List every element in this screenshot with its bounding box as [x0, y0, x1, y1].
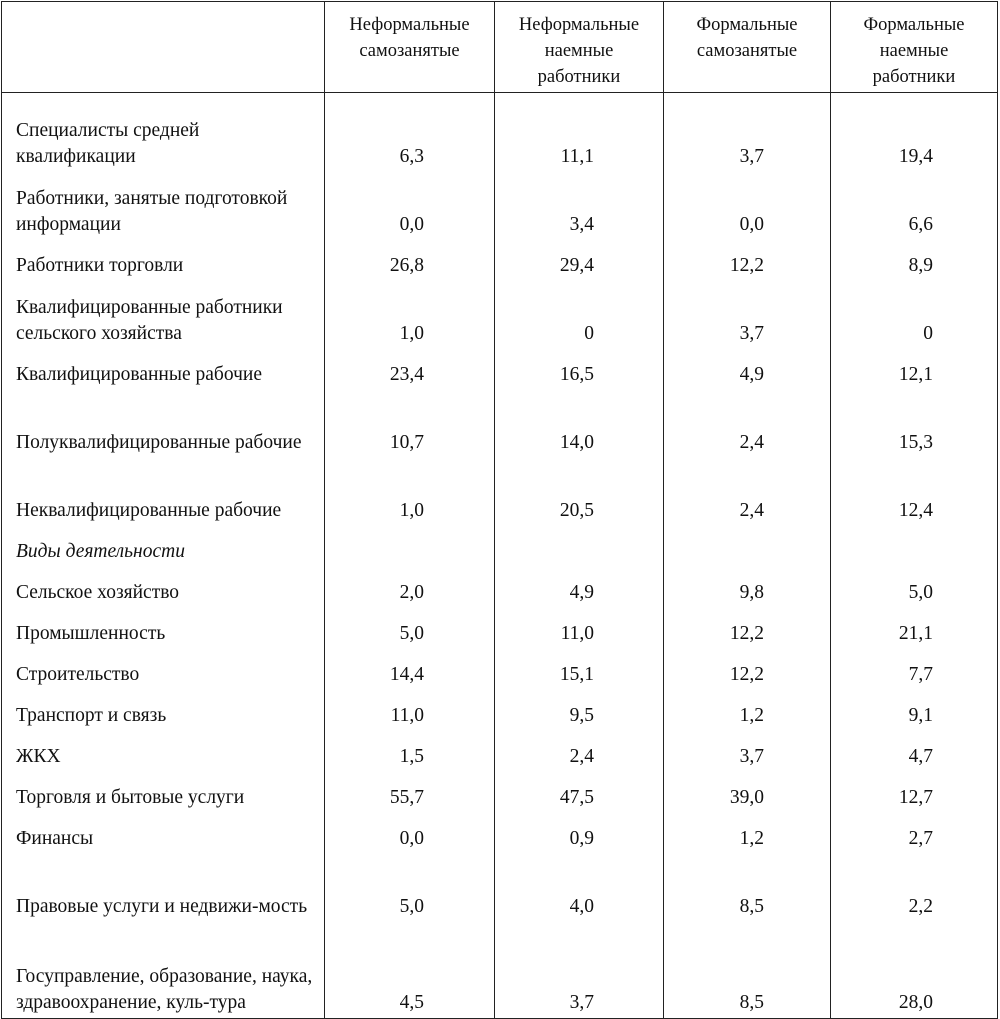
row-label: Правовые услуги и недвижи-мость	[2, 854, 325, 922]
cell-value: 14,4	[325, 649, 495, 690]
cell-value: 3,7	[664, 281, 831, 349]
cell-value: 4,0	[495, 854, 664, 922]
table-row	[2, 772, 998, 813]
cell-value: 2,4	[664, 458, 831, 526]
cell-value: 2,0	[325, 567, 495, 608]
cell-value: 2,4	[495, 731, 664, 772]
cell-value: 39,0	[664, 772, 831, 813]
cell-value: 26,8	[325, 240, 495, 281]
cell-value: 0,0	[664, 172, 831, 240]
table-row	[2, 608, 998, 649]
cell-value: 7,7	[831, 649, 998, 690]
cell-value: 2,7	[831, 813, 998, 854]
cell-empty	[831, 526, 998, 567]
cell-value: 1,0	[325, 458, 495, 526]
cell-value: 12,7	[831, 772, 998, 813]
header-formal-employees: Формальные наемные работники	[831, 2, 998, 93]
header-informal-employees: Неформальные наемные работники	[495, 2, 664, 93]
cell-empty	[495, 526, 664, 567]
table-row	[2, 349, 998, 390]
cell-value: 28,0	[831, 922, 998, 1019]
cell-value: 11,0	[325, 690, 495, 731]
cell-value: 11,1	[495, 93, 664, 172]
cell-value: 8,5	[664, 922, 831, 1019]
cell-value: 8,9	[831, 240, 998, 281]
cell-value: 12,2	[664, 608, 831, 649]
cell-value: 15,3	[831, 390, 998, 458]
cell-value: 1,2	[664, 813, 831, 854]
table-row	[2, 854, 998, 922]
section-row	[2, 526, 998, 567]
row-label: ЖКХ	[2, 731, 325, 772]
cell-value: 23,4	[325, 349, 495, 390]
cell-value: 0	[831, 281, 998, 349]
row-label: Торговля и бытовые услуги	[2, 772, 325, 813]
row-label: Строительство	[2, 649, 325, 690]
table-row	[2, 813, 998, 854]
cell-value: 4,7	[831, 731, 998, 772]
cell-value: 29,4	[495, 240, 664, 281]
row-label: Специалисты средней квалификации	[2, 93, 325, 172]
cell-value: 2,2	[831, 854, 998, 922]
cell-value: 3,7	[495, 922, 664, 1019]
row-label: Полуквалифицированные рабочие	[2, 390, 325, 458]
data-table	[1, 1, 998, 1019]
table-row	[2, 458, 998, 526]
table-row	[2, 731, 998, 772]
row-label: Финансы	[2, 813, 325, 854]
cell-value: 5,0	[831, 567, 998, 608]
cell-value: 55,7	[325, 772, 495, 813]
table-row	[2, 567, 998, 608]
cell-value: 3,4	[495, 172, 664, 240]
table-row	[2, 690, 998, 731]
cell-value: 4,9	[495, 567, 664, 608]
cell-empty	[664, 526, 831, 567]
table-row	[2, 281, 998, 349]
cell-value: 12,2	[664, 240, 831, 281]
cell-value: 10,7	[325, 390, 495, 458]
cell-value: 21,1	[831, 608, 998, 649]
row-label: Квалифицированные работники сельского хозяйства	[2, 281, 325, 349]
row-label: Квалифицированные рабочие	[2, 349, 325, 390]
table-row	[2, 390, 998, 458]
cell-value: 6,3	[325, 93, 495, 172]
cell-value: 14,0	[495, 390, 664, 458]
row-label: Госуправление, образование, наука, здравоохранение, куль-тура	[2, 922, 325, 1019]
cell-empty	[325, 526, 495, 567]
cell-value: 8,5	[664, 854, 831, 922]
cell-value: 4,5	[325, 922, 495, 1019]
table-row	[2, 649, 998, 690]
table-row	[2, 922, 998, 1019]
header-formal-self-employed: Формальные самозанятые	[664, 2, 831, 93]
cell-value: 9,8	[664, 567, 831, 608]
cell-value: 1,5	[325, 731, 495, 772]
cell-value: 16,5	[495, 349, 664, 390]
table-row	[2, 93, 998, 172]
header-informal-self-employed: Неформальные самозанятые	[325, 2, 495, 93]
row-label: Работники, занятые подготовкой информации	[2, 172, 325, 240]
cell-value: 19,4	[831, 93, 998, 172]
row-label: Транспорт и связь	[2, 690, 325, 731]
cell-value: 2,4	[664, 390, 831, 458]
cell-value: 3,7	[664, 93, 831, 172]
row-label: Неквалифицированные рабочие	[2, 458, 325, 526]
table-row	[2, 240, 998, 281]
row-label: Промышленность	[2, 608, 325, 649]
cell-value: 20,5	[495, 458, 664, 526]
cell-value: 47,5	[495, 772, 664, 813]
cell-value: 12,1	[831, 349, 998, 390]
cell-value: 9,5	[495, 690, 664, 731]
cell-value: 0,0	[325, 172, 495, 240]
cell-value: 12,2	[664, 649, 831, 690]
cell-value: 0,0	[325, 813, 495, 854]
cell-value: 4,9	[664, 349, 831, 390]
header-row	[2, 2, 998, 93]
cell-value: 3,7	[664, 731, 831, 772]
section-label: Виды деятельности	[2, 526, 325, 567]
cell-value: 11,0	[495, 608, 664, 649]
cell-value: 15,1	[495, 649, 664, 690]
row-label: Работники торговли	[2, 240, 325, 281]
cell-value: 1,0	[325, 281, 495, 349]
cell-value: 5,0	[325, 608, 495, 649]
cell-value: 0	[495, 281, 664, 349]
header-row-label	[2, 2, 325, 93]
cell-value: 12,4	[831, 458, 998, 526]
row-label: Сельское хозяйство	[2, 567, 325, 608]
table-row	[2, 172, 998, 240]
cell-value: 6,6	[831, 172, 998, 240]
cell-value: 9,1	[831, 690, 998, 731]
cell-value: 5,0	[325, 854, 495, 922]
cell-value: 0,9	[495, 813, 664, 854]
cell-value: 1,2	[664, 690, 831, 731]
